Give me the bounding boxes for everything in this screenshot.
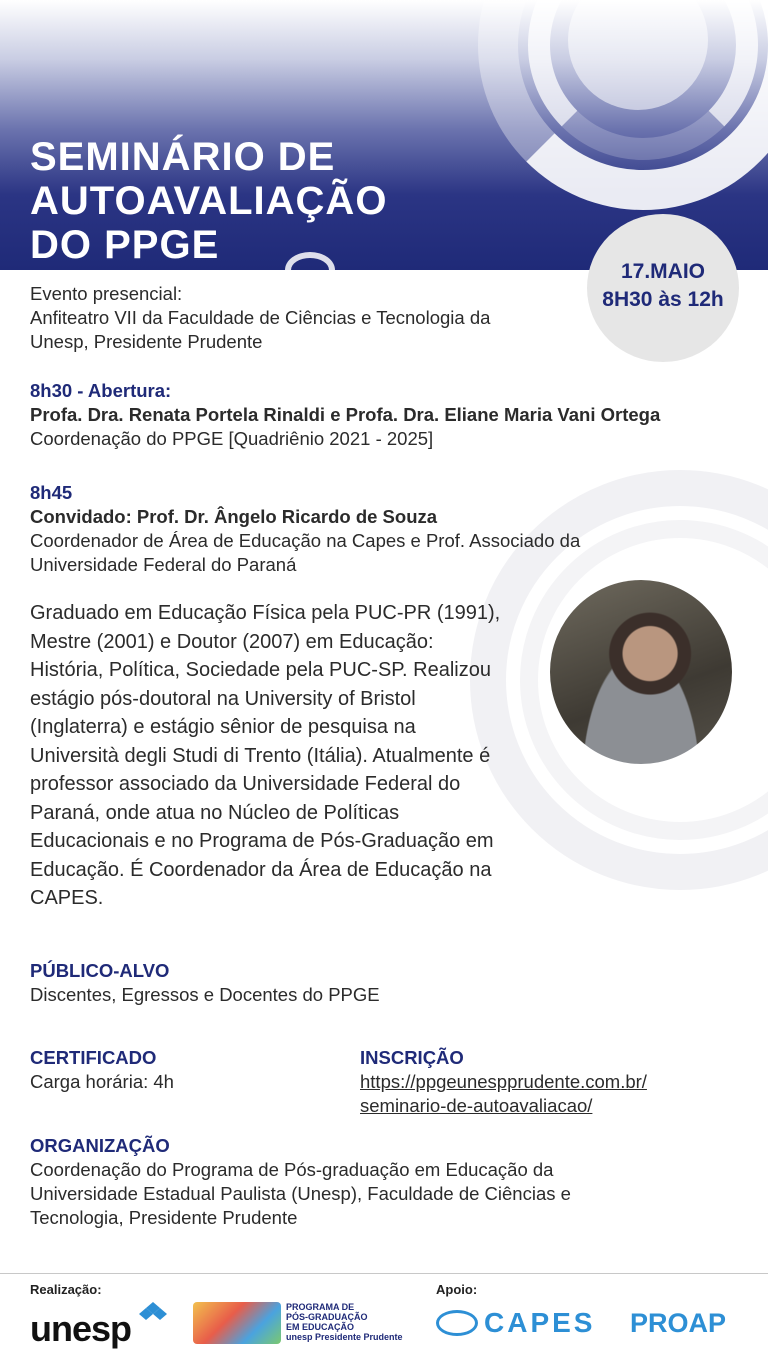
ppge-logo-line: EM EDUCAÇÃO bbox=[286, 1322, 355, 1332]
certificate-text: Carga horária: 4h bbox=[30, 1071, 174, 1092]
bio-line: Graduado em Educação Física pela PUC-PR (1991), bbox=[30, 602, 501, 624]
bio-line: Paraná, onde atua no Núcleo de Políticas bbox=[30, 801, 400, 824]
unesp-mark-icon bbox=[138, 1302, 168, 1326]
certificate-heading: CERTIFICADO bbox=[30, 1047, 157, 1068]
audience-section bbox=[30, 959, 380, 1007]
apoio-label: Apoio: bbox=[436, 1282, 478, 1297]
bio-line: estágio pós-doutoral na University of Bristol bbox=[30, 687, 416, 710]
ppge-logo-line: PROGRAMA DE bbox=[286, 1302, 355, 1312]
opening-role: Coordenação do PPGE [Quadriênio 2021 - 2025] bbox=[30, 428, 434, 449]
registration-link-line[interactable]: seminario-de-autoavaliacao/ bbox=[360, 1095, 593, 1116]
registration-section bbox=[360, 1046, 647, 1118]
ppge-logo-icon bbox=[193, 1302, 281, 1344]
guest-time: 8h45 bbox=[30, 482, 73, 503]
bio-line: Educação. É Coordenador da Área de Educação na bbox=[30, 858, 492, 881]
registration-link-line[interactable]: https://ppgeunespprudente.com.br/ bbox=[360, 1071, 647, 1092]
venue-info bbox=[30, 282, 490, 354]
venue-line: Unesp, Presidente Prudente bbox=[30, 331, 263, 352]
audience-text: Discentes, Egressos e Docentes do PPGE bbox=[30, 984, 380, 1005]
organization-line: Coordenação do Programa de Pós-graduação em Educação da bbox=[30, 1159, 554, 1180]
opening-section bbox=[30, 379, 660, 451]
bio-line: História, Política, Sociedade pela PUC-SP. Realizou bbox=[30, 659, 491, 681]
venue-line: Evento presencial: bbox=[30, 283, 183, 304]
title-line: SEMINÁRIO DE bbox=[30, 135, 336, 179]
proap-logo: PROAP bbox=[630, 1308, 727, 1338]
venue-line: Anfiteatro VII da Faculdade de Ciências e Tecnologia da bbox=[30, 307, 491, 328]
registration-link[interactable] bbox=[360, 1070, 647, 1118]
certificate-section bbox=[30, 1046, 174, 1094]
date-badge bbox=[587, 214, 739, 362]
unesp-logo: unesp bbox=[30, 1308, 132, 1349]
guest-name: Convidado: Prof. Dr. Ângelo Ricardo de Souza bbox=[30, 506, 438, 527]
bio-line: Università degli Studi di Trento (Itália). Atualmente é bbox=[30, 744, 491, 767]
opening-speakers: Profa. Dra. Renata Portela Rinaldi e Profa. Dra. Eliane Maria Vani Ortega bbox=[30, 404, 661, 425]
organization-line: Tecnologia, Presidente Prudente bbox=[30, 1207, 298, 1228]
footer-divider bbox=[0, 1273, 768, 1274]
bio-line: professor associado da Universidade Federal do bbox=[30, 773, 461, 795]
organization-section bbox=[30, 1134, 571, 1230]
title-line: DO PPGE bbox=[30, 223, 220, 267]
ppge-logo-line: unesp Presidente Prudente bbox=[286, 1332, 403, 1342]
guest-role: Coordenador de Área de Educação na Capes e Prof. Associado da bbox=[30, 530, 581, 551]
opening-heading: 8h30 - Abertura: bbox=[30, 380, 172, 401]
bio-line: Mestre (2001) e Doutor (2007) em Educação: bbox=[30, 630, 434, 653]
guest-photo bbox=[550, 580, 732, 764]
organization-line: Universidade Estadual Paulista (Unesp), Faculdade de Ciências e bbox=[30, 1183, 571, 1204]
bio-line: (Inglaterra) e estágio sênior de pesquisa na bbox=[30, 716, 416, 738]
title-line: AUTOAVALIAÇÃO bbox=[30, 179, 388, 223]
page-title bbox=[30, 135, 387, 267]
guest-role: Universidade Federal do Paraná bbox=[30, 554, 297, 575]
event-time: 8H30 às 12h bbox=[602, 288, 724, 311]
realizacao-label: Realização: bbox=[30, 1282, 102, 1297]
guest-section bbox=[30, 481, 580, 577]
capes-mark-icon bbox=[436, 1310, 478, 1336]
bio-line: CAPES. bbox=[30, 887, 104, 909]
ppge-logo-text bbox=[286, 1302, 403, 1342]
event-date: 17.MAIO bbox=[620, 260, 706, 283]
ppge-logo-line: PÓS-GRADUAÇÃO bbox=[286, 1312, 368, 1322]
capes-logo: CAPES bbox=[484, 1307, 596, 1338]
bio-line: Educacionais e no Programa de Pós-Graduação em bbox=[30, 830, 494, 852]
guest-bio bbox=[30, 599, 560, 913]
registration-heading: INSCRIÇÃO bbox=[360, 1047, 464, 1068]
organization-heading: ORGANIZAÇÃO bbox=[30, 1135, 170, 1156]
audience-heading: PÚBLICO-ALVO bbox=[30, 960, 170, 981]
